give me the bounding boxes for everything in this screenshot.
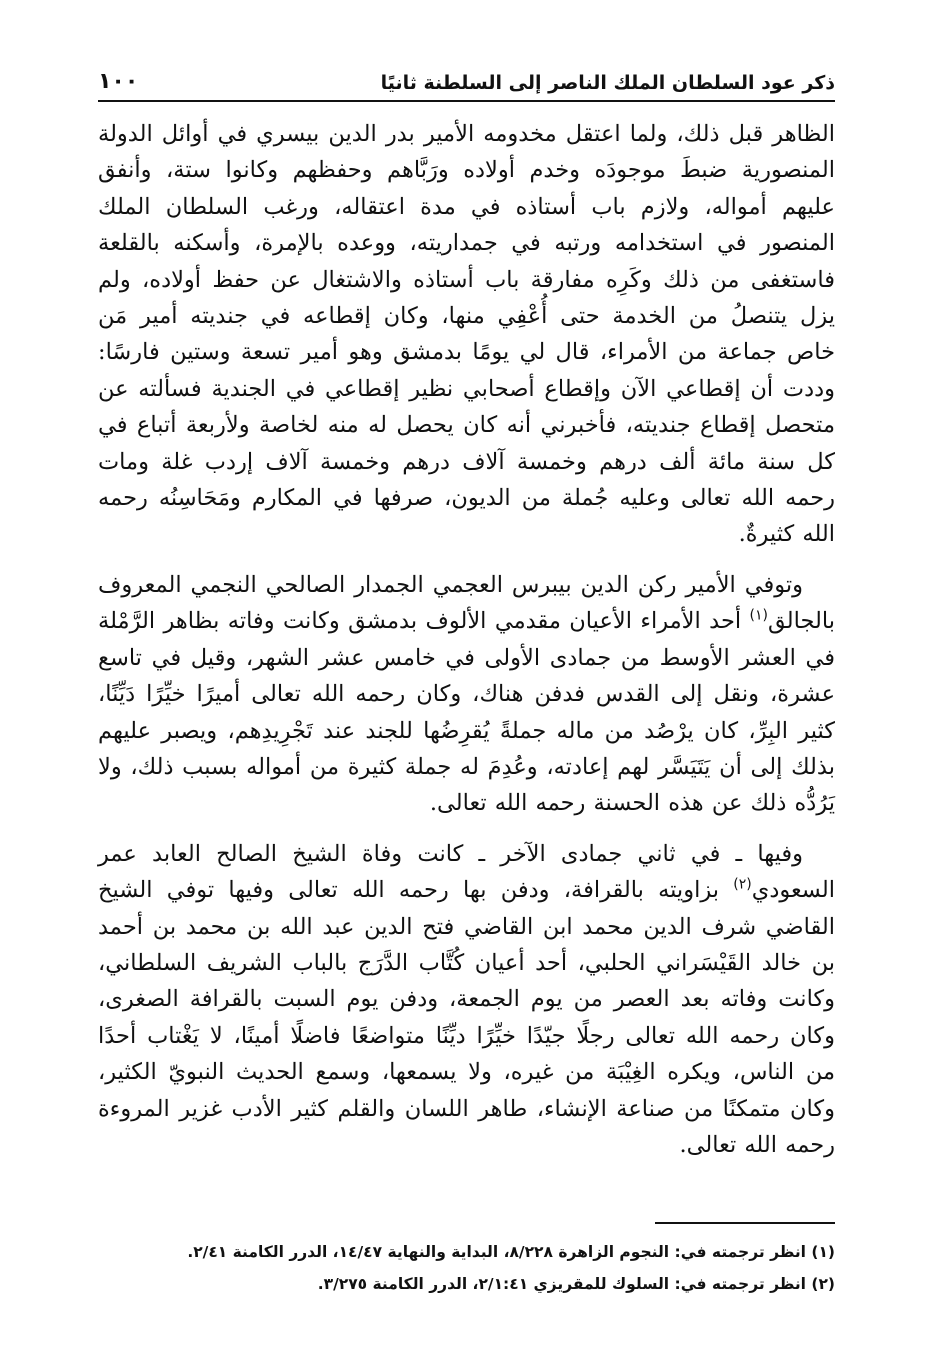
page-body [98,116,835,1163]
footnote-2: (٢) انظر ترجمته في: السلوك للمقريزي ٢/١:٤١، الدرر الكامنة ٣/٢٧٥. [317,1275,835,1293]
footnotes [98,1222,835,1300]
paragraph-2-text-start: وتوفي الأمير ركن الدين بيبرس العجمي الجمدار الصالحي النجمي المعروف بالجالق [98,571,835,635]
running-title: ذكر عود السلطان الملك الناصر إلى السلطنة ثانيًا [380,72,835,94]
paragraph-3-text-end: بزاويته بالقرافة، ودفن بها رحمه الله تعالى وفيها توفي الشيخ القاضي شرف الدين محمد ابن القاضي فتح الدين عبد الله بن محمد بن أحمد بن خالد القَيْسَراني الحلبي، أحد أعيان كُتَّاب الدَّرَج بالباب الشريف السلطاني، وكانت وفاته بعد العصر من يوم الجمعة، ودفن يوم السبت بالقرافة الصغرى، وكان رحمه الله تعالى رجلًا جيّدًا خيِّرًا ديِّنًا متواضعًا فاضلًا أمينًا، لا يَغْتاب أحدًا من الناس، ويكره الغِيْبَة من غيره، ولا يسمعها، وسمع الحديث النبويّ الكثير، وكان متمكنًا من صناعة الإنشاء، طاهر اللسان والقلم كثير الأدب غزير المروءة رحمه الله تعالى. [98,877,835,1158]
paragraph-3-text-start: وفيها ـ في ثاني جمادى الآخر ـ كانت وفاة الشيخ الصالح العابد عمر السعودي [98,840,835,904]
footnote-marker-1: (١) [749,607,769,624]
book-page [98,62,835,1312]
page-header [98,62,835,102]
paragraph-3 [98,836,835,1164]
footnote-divider [655,1222,835,1224]
paragraph-1-text: الظاهر قبل ذلك، ولما اعتقل مخدومه الأمير بدر الدين بيسري في أوائل الدولة المنصورية ضبطَ موجودَه وخدم أولاده ورَبَّاهم وحفظهم وكانوا ستة، وأنفق عليهم أمواله، ولازم باب أستاذه في مدة اعتقاله، ورغب السلطان الملك المنصور في استخدامه ورتبه في جمداريته، ووعده بالإمرة، وأسكنه بالقلعة فاستغفى من ذلك وكَرِه مفارقة باب أستاذه والاشتغال عن حفظ أولاده، ولم يزل يتنصلُ من الخدمة حتى أُعْفِي منها، وكان إقطاعه في جنديته أمير مَن خاص جماعة من الأمراء، قال لي يومًا بدمشق وهو أمير تسعة وستين فارسًا: وددت أن إقطاعي الآن وإقطاع أصحابي نظير إقطاعي في الجندية فسألته عن متحصل إقطاع جنديته، فأخبرني أنه كان يحصل له منه لخاصة ولأربعة أتباع في كل سنة مائة ألف درهم وخمسة آلاف درهم وخمسة آلاف إردب غلة ومات رحمه الله تعالى وعليه جُملة من الديون، صرفها في المكارم ومَحَاسِنُه رحمه الله كثيرةٌ. [98,121,835,548]
paragraph-2 [98,567,835,822]
footnote-marker-2: (٢) [733,876,752,893]
paragraph-2-text-end: أحد الأمراء الأعيان مقدمي الألوف بدمشق وكانت وفاته بظاهر الرَّمْلة في العشر الأوسط من جمادى الأولى في خامس عشر الشهر، وقيل في تاسع عشرة، ونقل إلى القدس فدفن هناك، وكان رحمه الله تعالى أميرًا خيِّرًا دَيِّنًا، كثير البِرِّ، كان يرْصُد من ماله جملةً يُقرِضُها للجند عند تَجْرِيدِهم، ويصبر عليهم بذلك إلى أن يَتَيَسَّر لهم إعادته، وعُدِمَ له جملة كثيرة من أمواله بسبب ذلك، ولا يَرُدُّه ذلك عن هذه الحسنة رحمه الله تعالى. [98,608,835,817]
page-number: ١٠٠ [98,69,139,94]
footnote-1: (١) انظر ترجمته في: النجوم الزاهرة ٨/٢٢٨، البداية والنهاية ١٤/٤٧، الدرر الكامنة ٢/٤١. [187,1243,835,1261]
paragraph-1 [98,116,835,553]
